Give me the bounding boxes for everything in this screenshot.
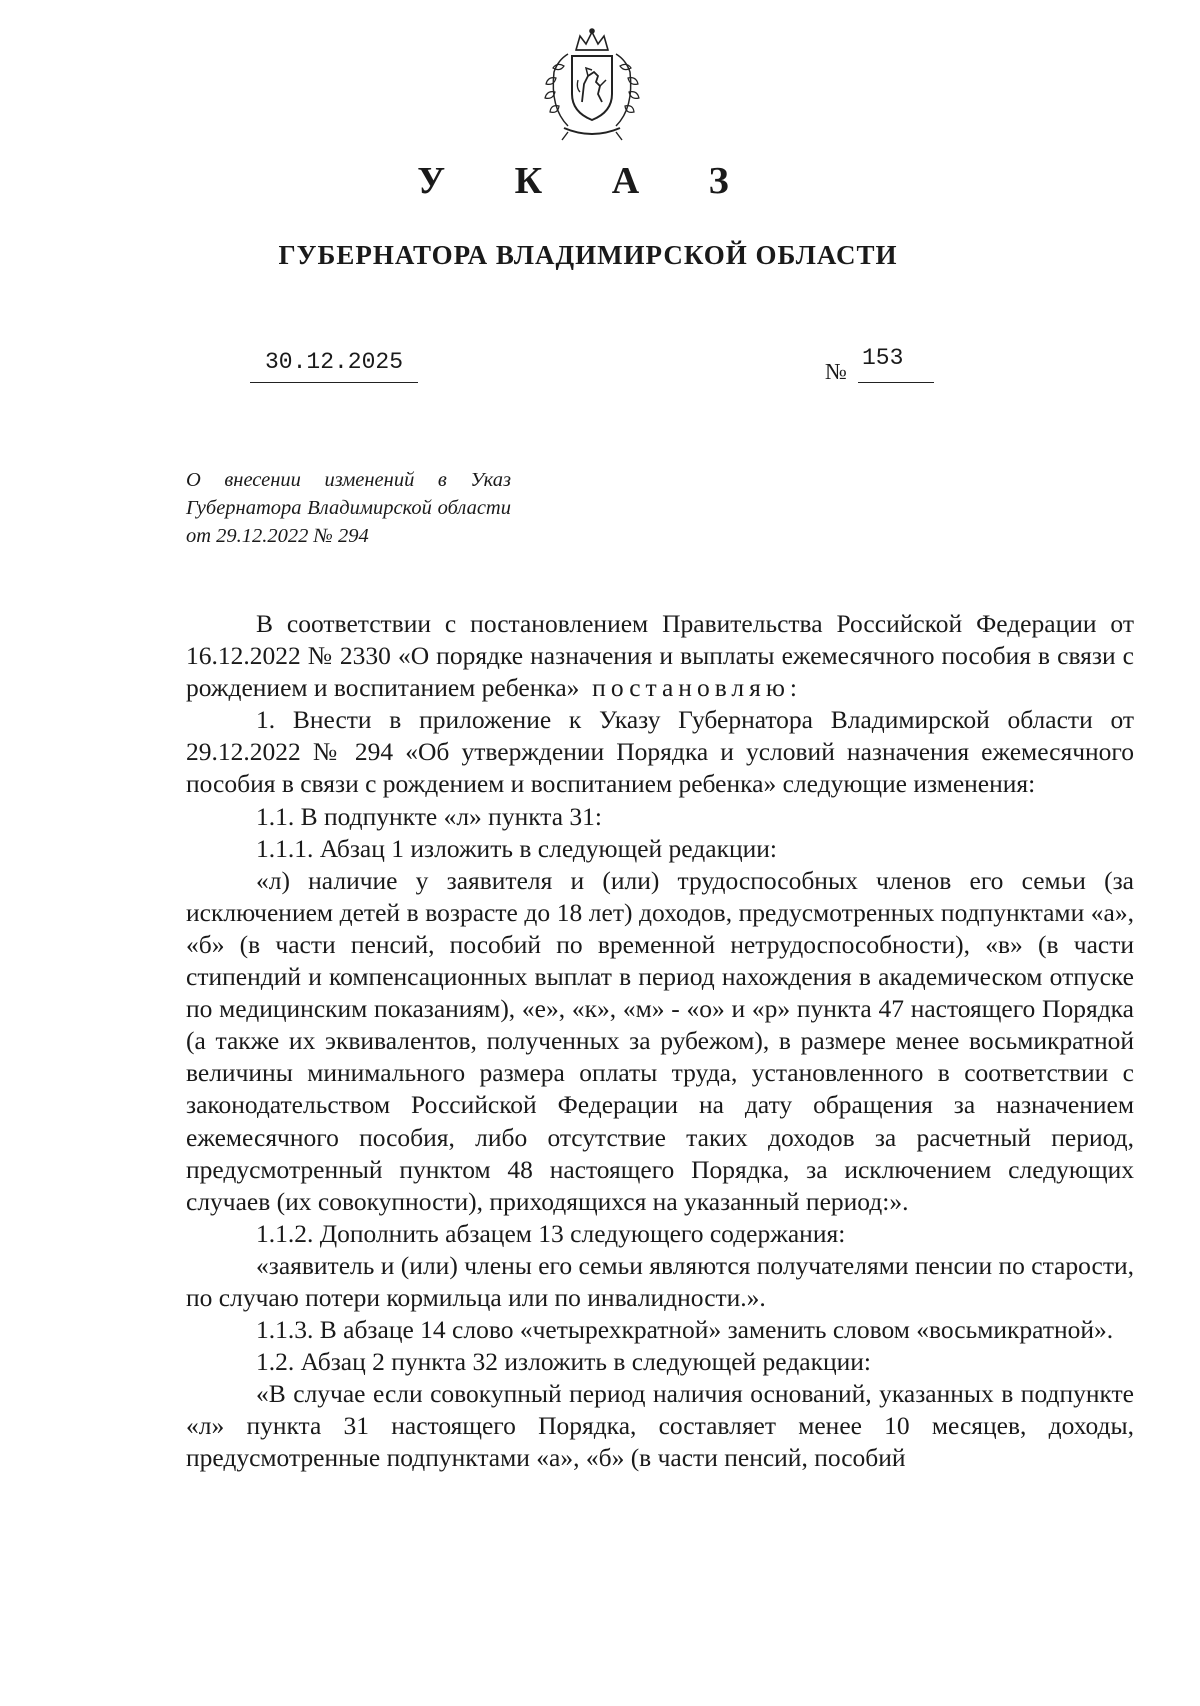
issuer-title: ГУБЕРНАТОРА ВЛАДИМИРСКОЙ ОБЛАСТИ [278, 240, 898, 270]
body-paragraph: 1.1.2. Дополнить абзацем 13 следующего содержания: [256, 1218, 846, 1248]
body-paragraph: 1.2. Абзац 2 пункта 32 изложить в следующей редакции: [256, 1347, 871, 1377]
document-number: 153 [858, 344, 934, 383]
document-type-title: У К А З [417, 160, 759, 202]
subject-heading: О внесении изменений в Указ Губернатора Владимирской области от 29.12.2022 № 294 [186, 469, 511, 547]
body-paragraph: «л) наличие у заявителя и (или) трудоспособных членов его семьи (за исключением детей в возрасте до 18 лет) доходов, предусмотренных подпунктами «а», «б» (в части пенсий, пособий по временной нетрудоспособности), «в» (в части стипендий и компенсационных выплат в период нахождения в академическом отпуске по медицинским показаниям), «е», «к», «м» - «о» и «р» пункта 47 настоящего Порядка (а также их эквивалентов, полученных за рубежом), в размере менее восьмикратной величины минимального размера оплаты труда, установленного в соответствии с законодательством Российской Федерации на дату обращения за назначением ежемесячного пособия, либо отсутствие таких доходов за расчетный период, предусмотренный пунктом 48 настоящего Порядка, за исключением следующих случаев (их совокупности), приходящихся на указанный период:». [186, 865, 1134, 1216]
document-body [186, 608, 1134, 1475]
body-paragraph: 1. Внести в приложение к Указу Губернатора Владимирской области от 29.12.2022 № 294 «Об утверждении Порядка и условий назначения ежемесячного пособия в связи с рождением и воспитанием ребенка» следующие изменения: [186, 705, 1134, 799]
document-date: 30.12.2025 [250, 348, 418, 383]
body-paragraph: 1.1.1. Абзац 1 изложить в следующей редакции: [256, 833, 777, 863]
body-paragraph: 1.1.3. В абзаце 14 слово «четырехкратной» заменить словом «восьмикратной». [256, 1315, 1114, 1345]
coat-of-arms-icon [538, 28, 646, 146]
body-paragraph: «заявитель и (или) члены его семьи являются получателями пенсии по старости, по случаю потери кормильца или по инвалидности.». [186, 1250, 1134, 1312]
number-sign: № [825, 359, 847, 384]
preamble-paragraph [186, 608, 1134, 704]
body-paragraph: «В случае если совокупный период наличия оснований, указанных в подпункте «л» пункта 31 настоящего Порядка, составляет менее 10 месяцев, доходы, предусмотренные подпунктами «а», «б» (в части пенсий, пособий [186, 1379, 1134, 1473]
decree-word: постановляю: [592, 673, 802, 703]
body-paragraph: 1.1. В подпункте «л» пункта 31: [256, 801, 603, 831]
preamble-text: В соответствии с постановлением Правительства Российской Федерации от 16.12.2022 № 2330 «О порядке назначения и выплаты ежемесячного пособия в связи с рождением и воспитанием ребенка» [186, 609, 1134, 703]
